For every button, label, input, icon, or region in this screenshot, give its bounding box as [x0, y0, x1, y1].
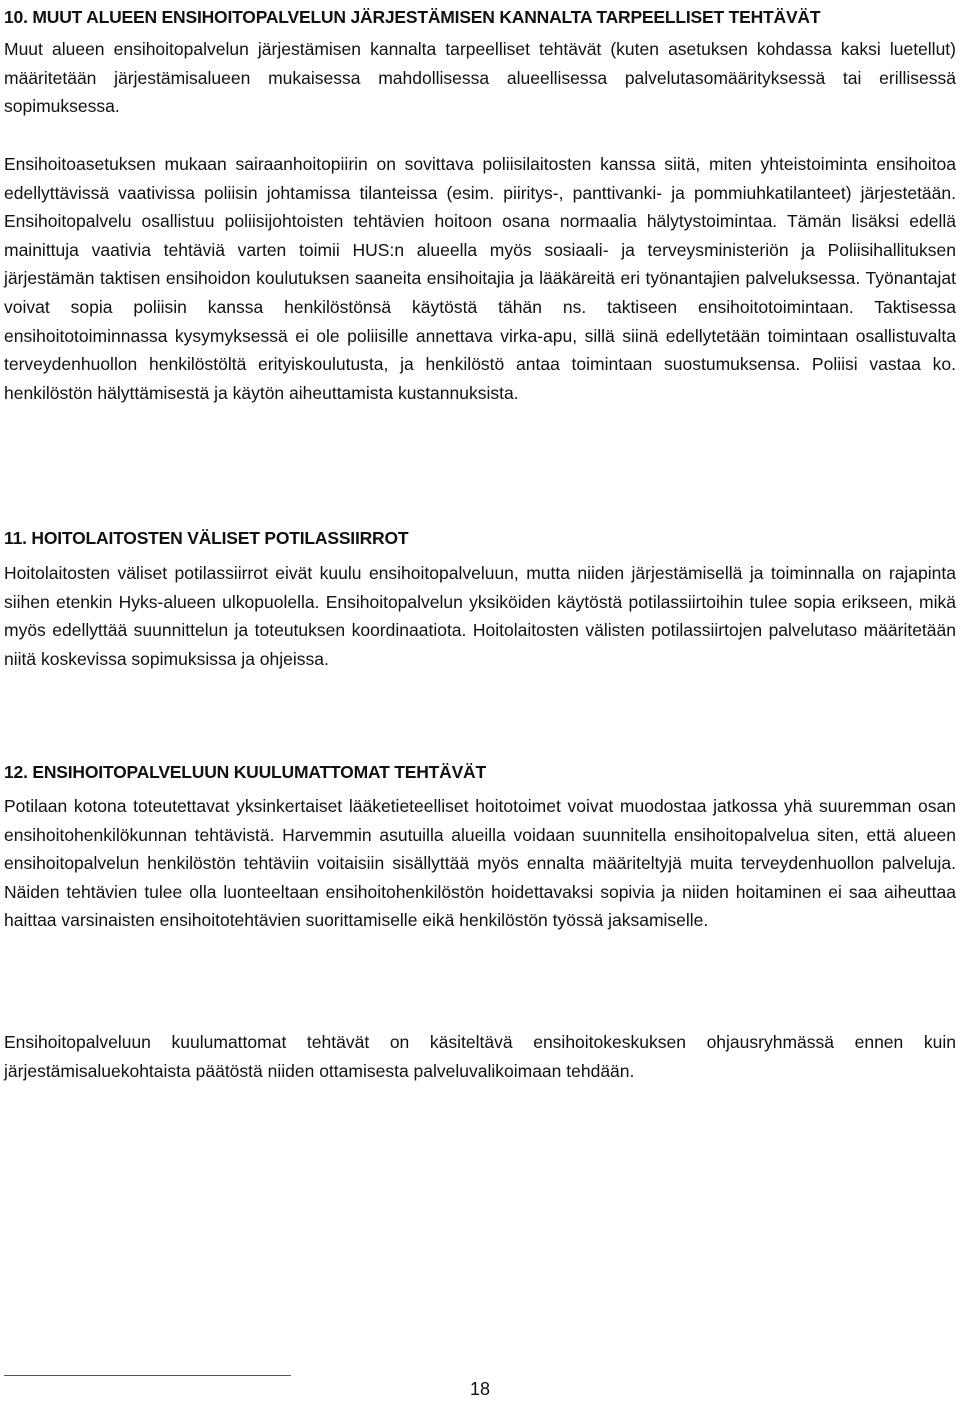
section-10-heading: 10. MUUT ALUEEN ENSIHOITOPALVELUN JÄRJESTÄMISEN KANNALTA TARPEELLISET TEHTÄVÄT [4, 7, 821, 27]
section-10-paragraph-1: Muut alueen ensihoitopalvelun järjestämisen kannalta tarpeelliset tehtävät (kuten asetuksen kohdassa kaksi luetellut) määritetään järjestämisalueen mukaisessa mahdollisessa alueellisessa palvelutasomäärityksessä tai erillisessä sopimuksessa. [4, 39, 956, 117]
footer-separator [4, 1375, 291, 1376]
section-12-paragraph-1: Potilaan kotona toteutettavat yksinkertaiset lääketieteelliset hoitotoimet voivat muodostaa jatkossa yhä suuremman osan ensihoitohenkilökunnan tehtävistä. Harvemmin asutuilla alueilla voidaan suunnitella ensihoitopalvelua siten, että alueen ensihoitopalvelun henkilöstön tehtäviin voitaisiin sisällyttää myös ennalta määriteltyjä muita terveydenhuollon palveluja. Näiden tehtävien tulee olla luonteeltaan ensihoitohenkilöstön hoidettavaksi sopivia ja niiden hoitaminen ei saa aiheuttaa haittaa varsinaisten ensihoitotehtävien suorittamiselle eikä henkilöstön työssä jaksamiselle. [4, 796, 956, 931]
section-12-paragraph-2: Ensihoitopalveluun kuulumattomat tehtävät on käsiteltävä ensihoitokeskuksen ohjausryhmässä ennen kuin järjestämisaluekohtaista päätöstä niiden ottamisesta palveluvalikoimaan tehdään. [4, 1032, 956, 1081]
section-12-heading: 12. ENSIHOITOPALVELUUN KUULUMATTOMAT TEHTÄVÄT [4, 762, 486, 782]
section-11-paragraph-1: Hoitolaitosten väliset potilassiirrot eivät kuulu ensihoitopalveluun, mutta niiden järjestämisellä ja toiminnalla on rajapinta siihen etenkin Hyks-alueen ulkopuolella. Ensihoitopalvelun yksiköiden käytöstä potilassiirtoihin tulee sopia erikseen, mikä myös edellyttää suunnittelun ja toteutuksen koordinaatiota. Hoitolaitosten välisten potilassiirtojen palvelutaso määritetään niitä koskevissa sopimuksissa ja ohjeissa. [4, 563, 956, 669]
page-number: 18 [469, 1379, 491, 1399]
section-11-heading: 11. HOITOLAITOSTEN VÄLISET POTILASSIIRROT [4, 528, 409, 548]
section-10-paragraph-2: Ensihoitoasetuksen mukaan sairaanhoitopiirin on sovittava poliisilaitosten kanssa siitä, miten yhteistoiminta ensihoitoa edellyttävissä vaativissa poliisin johtamissa tilanteissa (esim. piiritys-, panttivanki- ja pommiuhkatilanteet) järjestetään. Ensihoitopalvelu osallistuu poliisijohtoisten tehtävien hoitoon osana normaalia hälytystoimintaa. Tämän lisäksi edellä mainittuja vaativia tehtäviä varten toimii HUS:n alueella myös sosiaali- ja terveysministeriön ja Poliisihallituksen järjestämän taktisen ensihoidon koulutuksen saaneita ensihoitajia ja lääkäreitä eri työnantajien palveluksessa. Työnantajat voivat sopia poliisin kanssa henkilöstönsä käytöstä tähän ns. taktiseen ensihoitotoimintaan. Taktisessa ensihoitotoiminnassa kysymyksessä ei ole poliisille annettava virka-apu, sillä siinä edellytetään toimintaan osallistuvalta terveydenhuollon henkilöstöltä erityiskoulutusta, ja henkilöstö antaa toimintaan suostumuksensa. Poliisi vastaa ko. henkilöstön hälyttämisestä ja käytön aiheuttamista kustannuksista. [4, 154, 956, 403]
